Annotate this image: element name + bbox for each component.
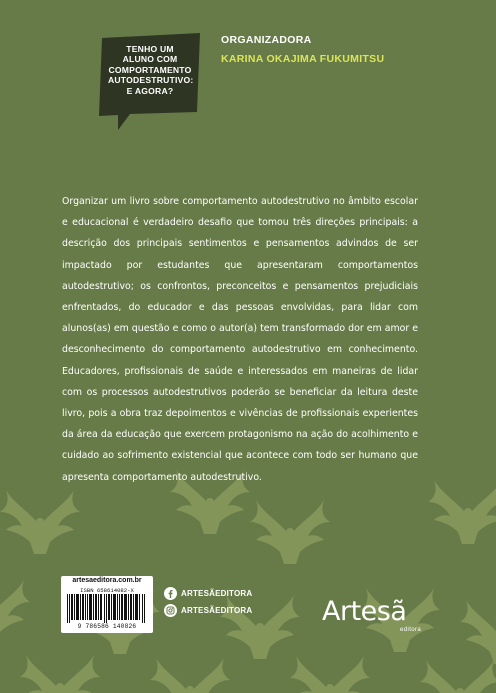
barcode-bars	[67, 594, 147, 623]
instagram-handle-text: ARTESÃEDITORA	[181, 605, 253, 615]
bubble-line: ALUNO COM	[122, 54, 178, 65]
bubble-line: TENHO UM	[126, 44, 174, 54]
facebook-handle	[164, 586, 252, 600]
speech-bubble	[96, 30, 204, 134]
synopsis-text: Organizar um livro sobre comportamento autodestrutivo no âmbito escolar e educacional é verdadeiro desafio que tomou três direções principais: a descrição dos principais sentimentos e pensamentos advindos de ser impactado por estudantes que apresentaram comportamentos autodestrutivo; os confrontos, preconceitos e pensamentos prejudiciais enfrentados, do educador e das pessoas envolvidas, para lidar com alunos(as) em questão e como o autor(a) tem transformado dor em amor e desconhecimento do comportamento autodestrutivo em conhecimento. Educadores, profissionais de saúde e interessados em maneiras de lidar com os processos autodestrutivos poderão se beneficiar da leitura deste livro, pois a obra traz depoimentos e vivências de profissionais experientes da área da educação que exercem protagonismo na ação do acolhimento e cuidado ao sofrimento existencial que acontece com todo ser humano que apresenta comportamento autodestrutivo.	[62, 196, 418, 483]
facebook-icon	[164, 587, 177, 600]
organizer-name: KARINA OKAJIMA FUKUMITSU	[221, 53, 385, 65]
bubble-text	[108, 44, 192, 96]
bubble-line: AUTODESTRUTIVO:	[108, 75, 194, 86]
publisher-website: artesaeditora.com.br	[72, 577, 142, 584]
logo-wordmark: Artesã	[322, 596, 407, 627]
logo-subtitle: editora	[400, 627, 422, 633]
publisher-logo	[322, 596, 422, 638]
bubble-line: COMPORTAMENTO	[108, 64, 192, 75]
facebook-handle-text: ARTESÃEDITORA	[181, 588, 253, 598]
barcode	[61, 576, 153, 633]
instagram-icon	[164, 604, 177, 617]
organizer-label: ORGANIZADORA	[221, 34, 312, 46]
instagram-handle	[164, 603, 252, 617]
bubble-line: E AGORA?	[126, 85, 174, 96]
isbn-text: ISBN 658614082-X	[80, 587, 134, 594]
barcode-digits: 9 786586 140826	[77, 623, 137, 630]
